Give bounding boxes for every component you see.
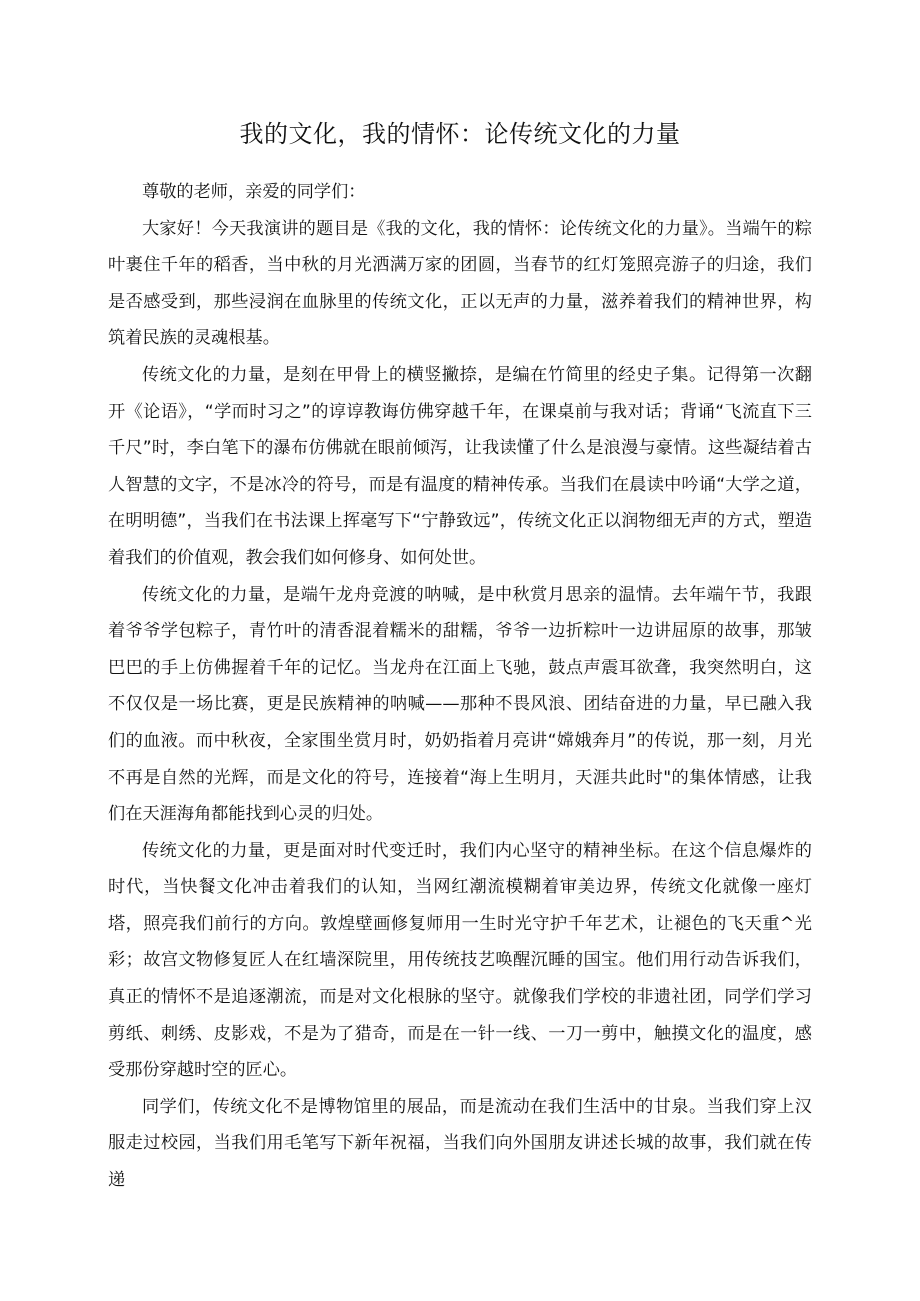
- document-title: 我的文化，我的情怀：论传统文化的力量: [239, 120, 681, 148]
- closing-paragraph: 同学们，传统文化不是博物馆里的展品，而是流动在我们生活中的甘泉。当我们穿上汉服走过校园，当我们用毛笔写下新年祝福，当我们向外国朋友讲述长城的故事，我们就在传递: [108, 1096, 812, 1191]
- modern-era-paragraph: 传统文化的力量，更是面对时代变迁时，我们内心坚守的精神坐标。在这个信息爆炸的时代，当快餐文化冲击着我们的认知，当网红潮流模糊着审美边界，传统文化就像一座灯塔，照亮我们前行的方向。敦煌壁画修复师用一生时光守护千年艺术，让褪色的飞天重^光彩；故宫文物修复匠人在红墙深院里，用传统技艺唤醒沉睡的国宝。他们用行动告诉我们，真正的情怀不是追逐潮流，而是对文化根脉的坚守。就像我们学校的非遗社团，同学们学习剪纸、刺绣、皮影戏，不是为了猎奇，而是在一针一线、一刀一剪中，触摸文化的温度，感受那份穿越时空的匠心。: [108, 840, 812, 1081]
- opening-paragraph: 大家好！今天我演讲的题目是《我的文化，我的情怀：论传统文化的力量》。当端午的粽叶裹住千年的稻香，当中秋的月光洒满万家的团圆，当春节的红灯笼照亮游子的归途，我们是否感受到，那些浸润在血脉里的传统文化，正以无声的力量，滋养着我们的精神世界，构筑着民族的灵魂根基。: [108, 218, 812, 349]
- document-body: [108, 174, 812, 1199]
- salutation-paragraph: 尊敬的老师，亲爱的同学们：: [142, 182, 366, 202]
- festivals-paragraph: 传统文化的力量，是端午龙舟竞渡的呐喊，是中秋赏月思亲的温情。去年端午节，我跟着爷爷学包粽子，青竹叶的清香混着糯米的甜糯，爷爷一边折粽叶一边讲屈原的故事，那皱巴巴的手上仿佛握着千年的记忆。当龙舟在江面上飞驰，鼓点声震耳欲聋，我突然明白，这不仅仅是一场比赛，更是民族精神的呐喊——那种不畏风浪、团结奋进的力量，早已融入我们的血液。而中秋夜，全家围坐赏月时，奶奶指着月亮讲“嫦娥奔月”的传说，那一刻，月光不再是自然的光辉，而是文化的符号，连接着“海上生明月，天涯共此时"的集体情感，让我们在天涯海角都能找到心灵的归处。: [108, 584, 812, 825]
- classics-paragraph: 传统文化的力量，是刻在甲骨上的横竖撇捺，是编在竹简里的经史子集。记得第一次翻开《论语》，“学而时习之”的谆谆教诲仿佛穿越千年，在课桌前与我对话；背诵“飞流直下三千尺”时，李白笔下的瀑布仿佛就在眼前倾泻，让我读懂了什么是浪漫与豪情。这些凝结着古人智慧的文字，不是冰冷的符号，而是有温度的精神传承。当我们在晨读中吟诵“大学之道，在明明德”，当我们在书法课上挥毫写下“宁静致远”，传统文化正以润物细无声的方式，塑造着我们的价值观，教会我们如何修身、如何处世。: [108, 364, 812, 568]
